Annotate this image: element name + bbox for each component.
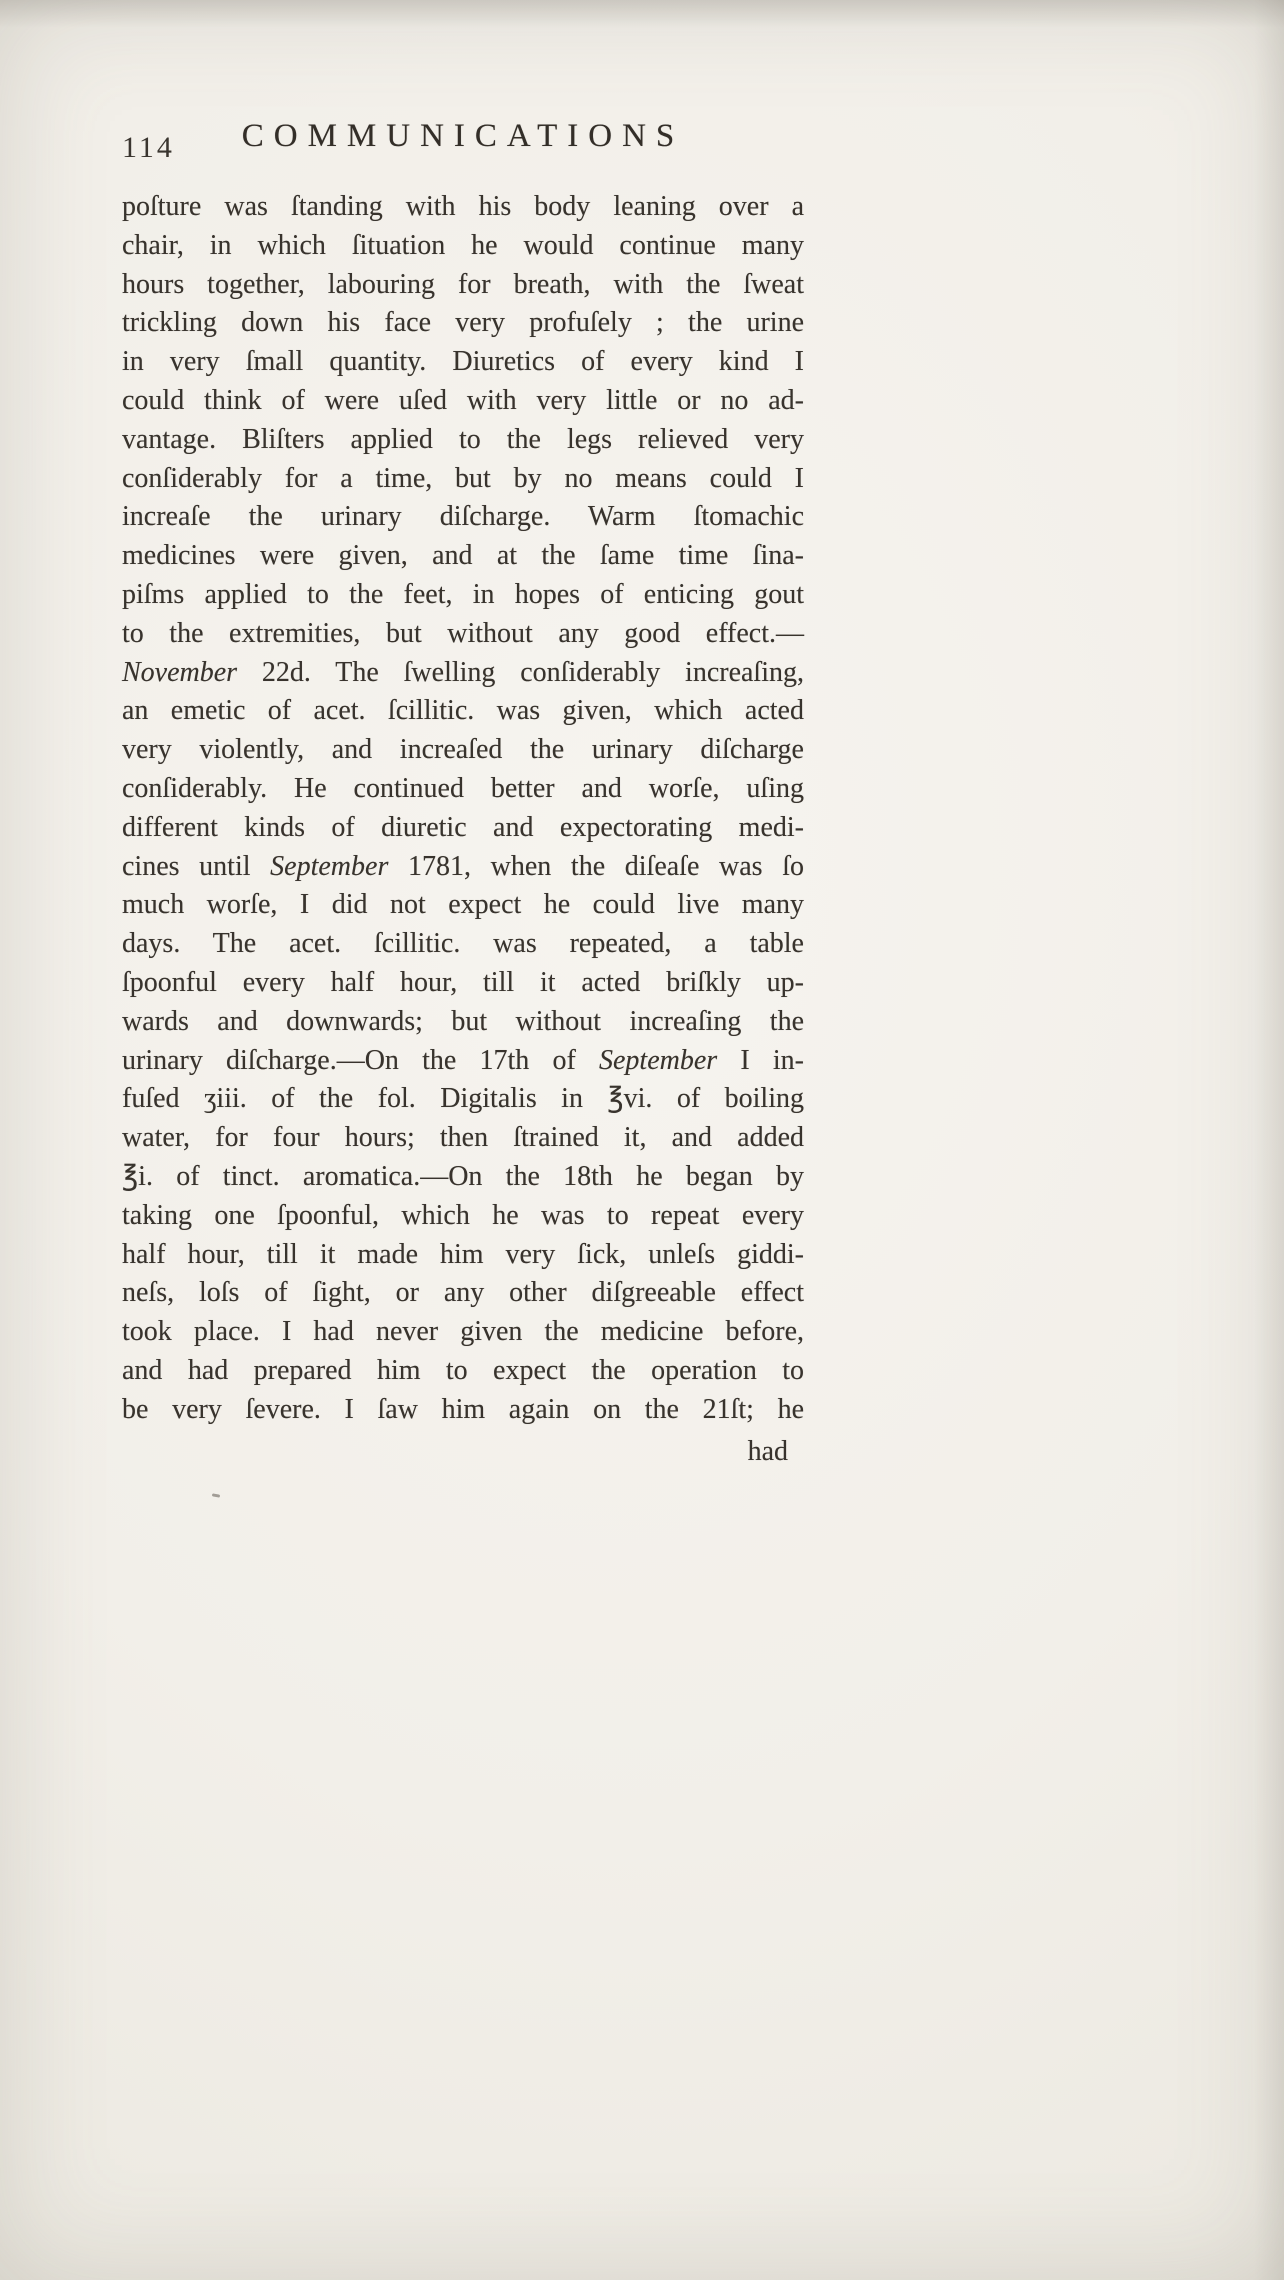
text-line: cines until September 1781, when the diſeaſe was ſo [122,850,804,882]
text-line: ſpoonful every half hour, till it acted briſkly up- [122,966,804,998]
ink-speck [212,1493,220,1497]
text-line: fuſed ʒiii. of the fol. Digitalis in ℥vi. of boiling [122,1083,804,1115]
text-line: different kinds of diuretic and expectorating medi- [122,811,804,843]
page-number: 114 [122,131,175,164]
text-line: November 22d. The ſwelling conſiderably increaſing, [122,656,804,688]
text-block [122,118,804,1468]
text-line: in very ſmall quantity. Diuretics of every kind I [122,346,804,378]
text-line: conſiderably for a time, but by no means could I [122,462,804,494]
text-line: and had prepared him to expect the operation to [122,1354,804,1386]
text-line: much worſe, I did not expect he could live many [122,889,804,921]
text-line: taking one ſpoonful, which he was to repeat every [122,1199,804,1231]
text-line: increaſe the urinary diſcharge. Warm ſtomachic [122,501,804,533]
text-line: neſs, loſs of ſight, or any other diſgreeable effect [122,1277,804,1309]
text-line: chair, in which ſituation he would continue many [122,229,804,261]
catchword-row [122,1436,804,1468]
text-line: water, for four hours; then ſtrained it, and added [122,1122,804,1154]
catchword: had [747,1435,788,1467]
text-line: urinary diſcharge.—On the 17th of September I in- [122,1044,804,1076]
text-line: to the extremities, but without any good effect.— [122,617,804,649]
text-line: piſms applied to the feet, in hopes of enticing gout [122,578,804,610]
text-line: poſture was ſtanding with his body leaning over a [122,191,804,222]
text-line: took place. I had never given the medicine before, [122,1316,804,1348]
text-line: trickling down his face very profuſely ; the urine [122,307,804,339]
text-line: hours together, labouring for breath, with the ſweat [122,268,804,300]
text-line: an emetic of acet. ſcillitic. was given, which acted [122,695,804,727]
text-line: could think of were uſed with very little or no ad- [122,384,804,416]
text-line: be very ſevere. I ſaw him again on the 21ſt; he [122,1393,804,1425]
text-line: medicines were given, and at the ſame time ſina- [122,540,804,572]
running-title: COMMUNICATIONS [241,118,685,154]
text-line: very violently, and increaſed the urinary diſcharge [122,734,804,766]
page-header [122,118,804,168]
text-line: ℥i. of tinct. aromatica.—On the 18th he began by [122,1160,804,1192]
body-text [122,188,804,1430]
text-line: vantage. Bliſters applied to the legs relieved very [122,423,804,455]
text-line: half hour, till it made him very ſick, unleſs giddi- [122,1238,804,1270]
text-line: days. The acet. ſcillitic. was repeated, a table [122,928,804,960]
text-line: wards and downwards; but without increaſing the [122,1005,804,1037]
text-line: conſiderably. He continued better and worſe, uſing [122,772,804,804]
